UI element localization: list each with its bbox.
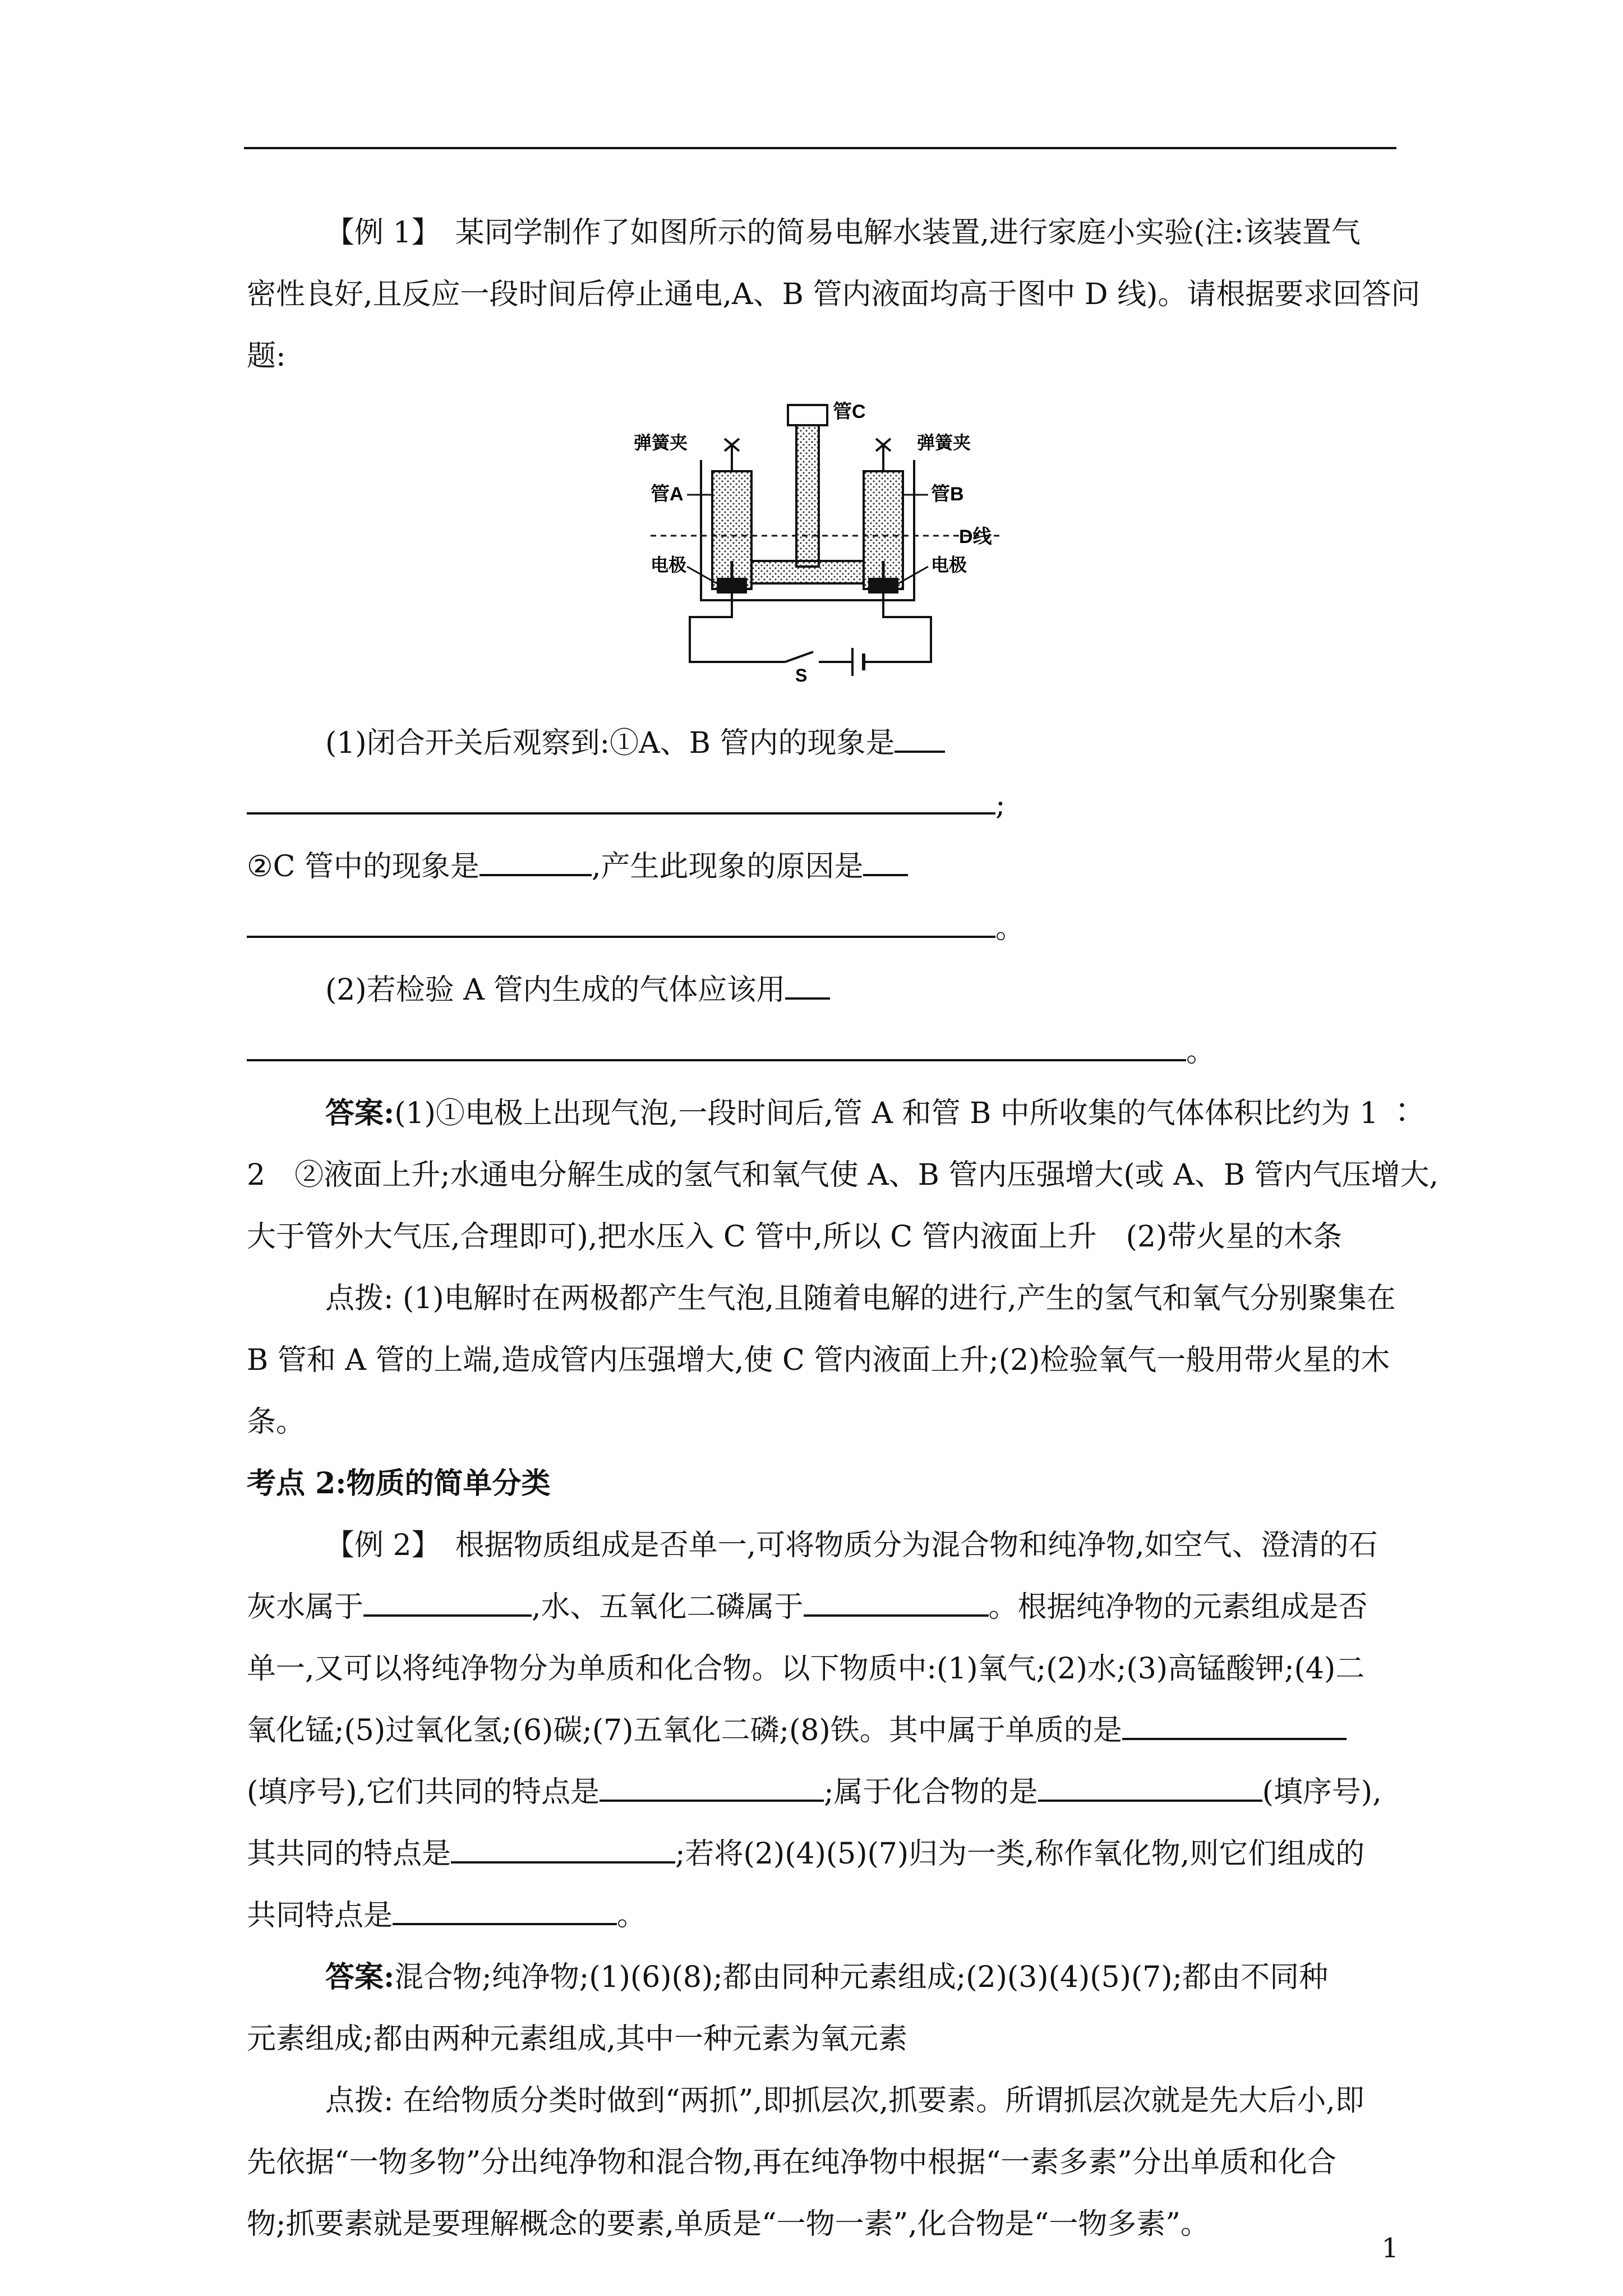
q1-answer-line1: ; <box>247 774 1396 836</box>
label-clip-left: 弹簧夹 <box>634 432 688 453</box>
q1-line2: ②C 管中的现象是 ,产生此现象的原因是 <box>247 836 1396 898</box>
label-tube-b: 管B <box>931 484 964 505</box>
section2-title: 考点 2:物质的简单分类 <box>247 1466 551 1501</box>
switch-lever <box>785 652 813 662</box>
page-number: 1 <box>1381 2233 1399 2264</box>
q1-blank-reason-short[interactable] <box>863 837 908 876</box>
ex2-blank-compounds[interactable] <box>1038 1763 1262 1802</box>
tube-c-top <box>788 405 827 425</box>
label-electrode-right: 电极 <box>931 555 967 575</box>
electrolysis-apparatus-figure <box>247 393 1396 696</box>
example2-line4: 氧化锰;(5)过氧化氢;(6)碳;(7)五氧化二磷;(8)铁。其中属于单质的是 <box>247 1700 1396 1761</box>
example2-tip-line2: 先依据“一物多物”分出纯净物和混合物,再在纯净物中根据“一素多素”分出单质和化合 <box>247 2146 1336 2179</box>
label-tube-c: 管C <box>833 401 866 422</box>
example2-answer-line1: 答案:混合物;纯净物;(1)(6)(8);都由同种元素组成;(2)(3)(4)(5)(7);都由不同种 <box>325 1960 1329 1994</box>
ex2-blank-elements[interactable] <box>1122 1701 1347 1740</box>
q1-blank-long1[interactable] <box>247 775 995 815</box>
example1-tip-line1: 点拨: (1)电解时在两极都产生气泡,且随着电解的进行,产生的氢气和氧气分别聚集在 <box>325 1282 1396 1315</box>
example1-intro-line1: 【例 1】 某同学制作了如图所示的简易电解水装置,进行家庭小实验(注:该装置气 <box>325 216 1361 250</box>
label-electrode-left: 电极 <box>651 555 687 575</box>
example1-answer-line2: 2 ②液面上升;水通电分解生成的氢气和氧气使 A、B 管内压强增大(或 A、B 管内气压增大, <box>247 1158 1439 1192</box>
electrode-left <box>717 578 747 593</box>
electrode-right <box>868 578 898 593</box>
ex2-blank-element-feature[interactable] <box>600 1763 824 1802</box>
ex2-blank-mixture[interactable] <box>363 1577 532 1617</box>
example1-tip-line2: B 管和 A 管的上端,造成管内压强增大,使 C 管内液面上升;(2)检验氧气一般用带火星的木 <box>247 1343 1390 1377</box>
q1-line1: (1)闭合开关后观察到:①A、B 管内的现象是 <box>247 712 1396 774</box>
example2-line3: 单一,又可以将纯净物分为单质和化合物。以下物质中:(1)氧气;(2)水;(3)高锰酸钾;(4)二 <box>247 1652 1365 1686</box>
example1-answer-line3: 大于管外大气压,合理即可),把水压入 C 管中,所以 C 管内液面上升 (2)带火星的木条 <box>247 1220 1343 1254</box>
example2-line6: 其共同的特点是 ;若将(2)(4)(5)(7)归为一类,称作氧化物,则它们组成的 <box>247 1823 1396 1885</box>
q1-blank-long2[interactable] <box>247 899 995 938</box>
example1-tip-line3: 条。 <box>247 1405 306 1439</box>
electrolysis-diagram <box>617 393 1021 690</box>
example2-line5: (填序号),它们共同的特点是 ;属于化合物的是 (填序号), <box>247 1761 1396 1823</box>
label-d-line: D线 <box>959 526 992 547</box>
example2-line1: 【例 2】 根据物质组成是否单一,可将物质分为混合物和纯净物,如空气、澄清的石 <box>325 1529 1378 1562</box>
q2-blank-short[interactable] <box>785 960 830 1000</box>
label-switch: S <box>795 665 808 685</box>
q1-answer-line2: 。 <box>247 898 1396 959</box>
example1-answer-line1: 答案:(1)①电极上出现气泡,一段时间后,管 A 和管 B 中所收集的气体体积比约为 1 ∶ <box>325 1096 1417 1130</box>
example2-tip-line3: 物;抓要素就是要理解概念的要素,单质是“一物一素”,化合物是“一物多素”。 <box>247 2207 1210 2241</box>
tube-c-body <box>796 425 819 567</box>
example2-line2: 灰水属于 ,水、五氧化二磷属于 。根据纯净物的元素组成是否 <box>247 1576 1396 1638</box>
ex2-blank-oxide-feature[interactable] <box>393 1886 617 1925</box>
ex2-blank-pure[interactable] <box>804 1577 989 1617</box>
example1-intro-line2: 密性良好,且反应一段时间后停止通电,A、B 管内液面均高于图中 D 线)。请根据要求回答问 <box>247 278 1421 311</box>
label-tube-a: 管A <box>651 484 684 505</box>
q2-blank-long[interactable] <box>247 1022 1186 1061</box>
example2-answer-line2: 元素组成;都由两种元素组成,其中一种元素为氧元素 <box>247 2022 908 2056</box>
header-rule <box>244 147 1396 149</box>
q1-blank-c-tube[interactable] <box>479 837 592 876</box>
example1-intro-line3: 题: <box>247 339 286 373</box>
q2-answer-line: 。 <box>247 1021 1396 1083</box>
q2-line1: (2)若检验 A 管内生成的气体应该用 <box>247 959 1396 1021</box>
example2-line7: 共同特点是 。 <box>247 1885 1396 1947</box>
content <box>247 202 1439 2255</box>
example2-tip-line1: 点拨: 在给物质分类时做到“两抓”,即抓层次,抓要素。所谓抓层次就是先大后小,即 <box>325 2084 1364 2118</box>
q1-blank-short[interactable] <box>895 714 945 753</box>
label-clip-right: 弹簧夹 <box>917 432 971 453</box>
ex2-blank-compound-feature[interactable] <box>451 1824 675 1864</box>
